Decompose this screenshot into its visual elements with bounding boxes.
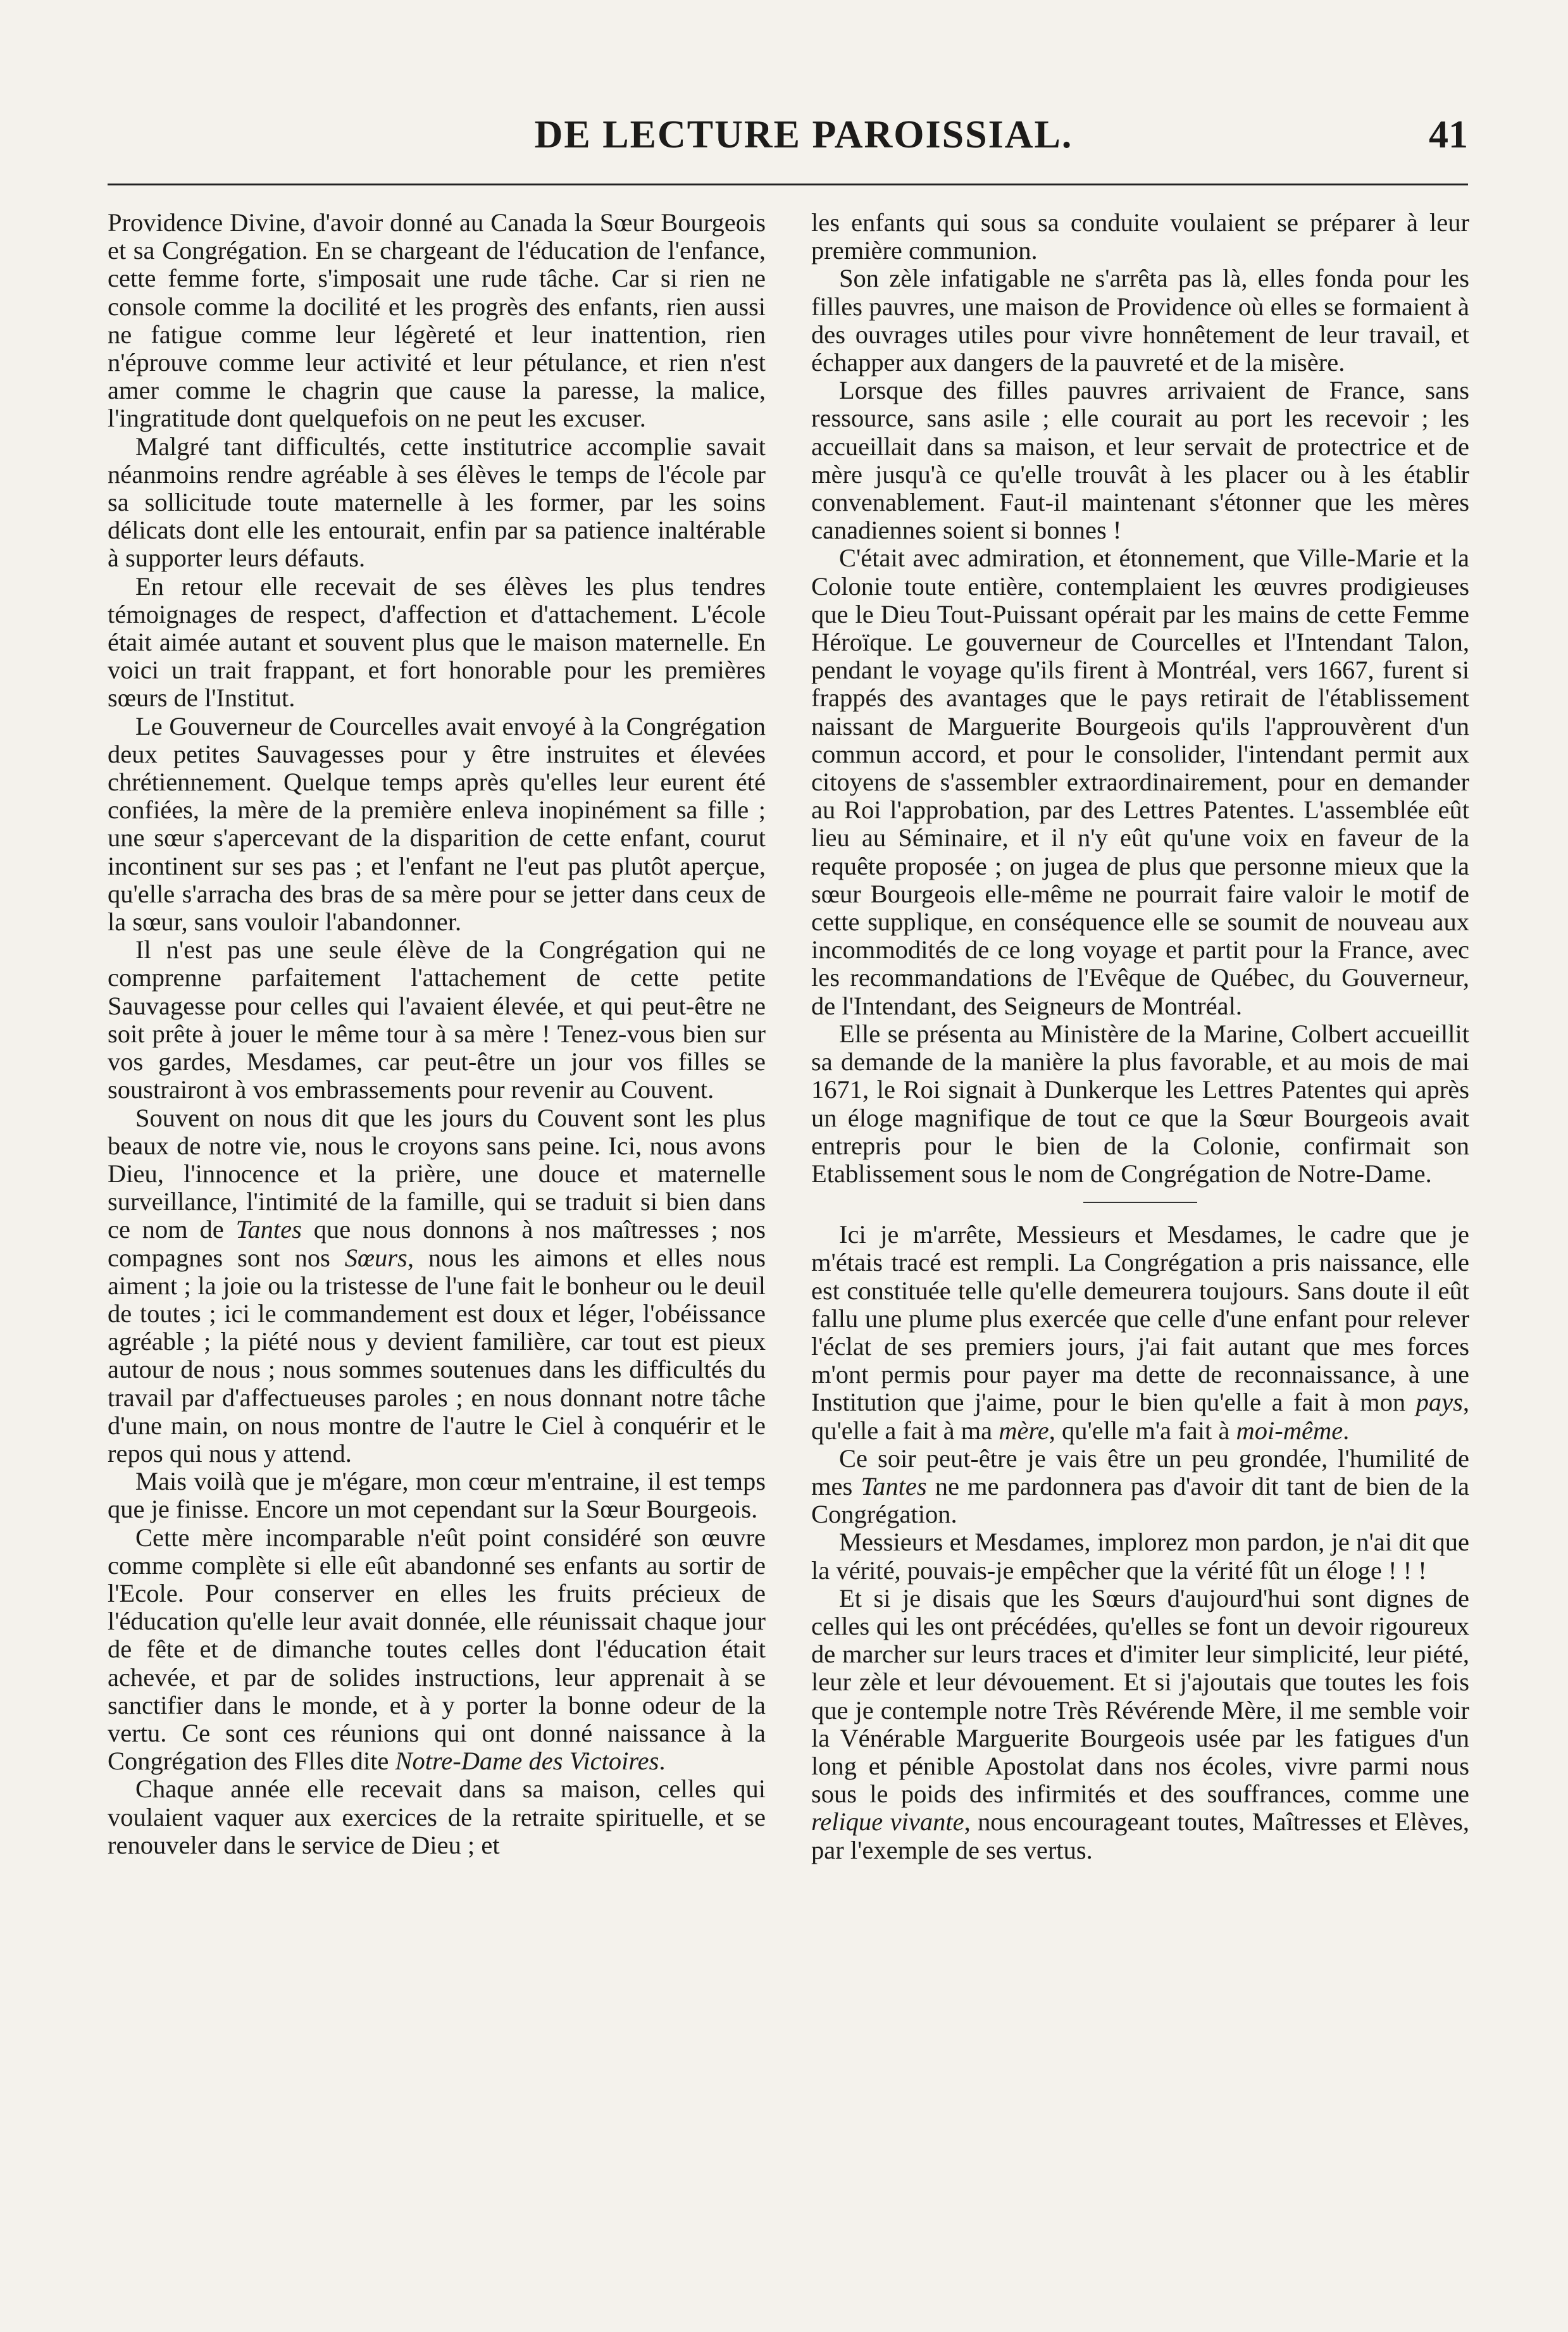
italic-text: moi-même	[1236, 1416, 1343, 1445]
paragraph: Il n'est pas une seule élève de la Congrégation qui ne comprenne parfaitement l'attachement de cette petite Sauvagesse pour celles qui l'avaient élevée, et qui peut-être ne soit prête à jouer le même tour à sa mère ! Tenez-vous bien sur vos gardes, Mesdames, car peut-être un jour vos filles se soustrairont à vos embrassements pour revenir au Couvent.	[108, 935, 766, 1104]
text-run: , nous les aimons et elles nous aiment ; la joie ou la tristesse de l'une fait le bonheur ou le deuil de toutes ; ici le commandement est doux et léger, l'obéissance agréable ; la piété nous y devient familière, car tout est pieux autour de nous ; nous sommes soutenues dans les difficultés du travail par d'affectueuses paroles ; en nous donnant notre tâche d'une main, on nous montre de l'autre le Ciel à conquérir et le repos qui nous y attend.	[108, 1243, 766, 1468]
text-run: Et si je disais que les Sœurs d'aujourd'hui sont dignes de celles qui les ont précédées, qu'elles se font un devoir rigoureux de marcher sur leurs traces et d'imiter leur simplicité, leur piété, leur zèle et leur dévouement. Et si j'ajoutais que toutes les fois que je contemple notre Très Révérende Mère, il me semble voir la Vénérable Marguerite Bourgeois usée par les fatigues d'un long et pénible Apostolat dans nos écoles, vivre parmi nous sous le poids des infirmités et des souffrances, comme une	[811, 1583, 1469, 1809]
italic-text: relique vivante	[811, 1807, 964, 1836]
italic-text: Tantes	[861, 1471, 927, 1500]
italic-text: Notre-Dame des Victoires	[395, 1747, 659, 1776]
left-column	[108, 209, 766, 2272]
text-run: ne me pardonnera pas d'avoir dit tant de bien de la Congrégation.	[811, 1471, 1469, 1529]
paragraph	[108, 1524, 766, 1776]
paragraph: Mais voilà que je m'égare, mon cœur m'entraine, il est temps que je finisse. Encore un mot cependant sur la Sœur Bourgeois.	[108, 1467, 766, 1524]
paragraph: En retour elle recevait de ses élèves les plus tendres témoignages de respect, d'affection et d'attachement. L'école était aimée autant et souvent plus que le maison maternelle. En voici un trait frappant, et fort honorable pour les premières sœurs de l'Institut.	[108, 571, 766, 713]
italic-text: mère	[999, 1416, 1049, 1445]
text-run: Souvent on nous dit que les jours du Couvent sont les plus beaux de notre vie, nous le croyons sans peine. Ici, nous avons Dieu, l'innocence et la prière, une douce et maternelle surveillance, l'intimité de la famille, qui se traduit si bien dans ce nom de	[108, 1103, 766, 1244]
paragraph: Malgré tant difficultés, cette institutrice accomplie savait néanmoins rendre agréable à ses élèves le temps de l'école par sa sollicitude toute maternelle à les former, par les soins délicats dont elle les entourait, enfin par sa patience inaltérable à supporter leurs défauts.	[108, 432, 766, 573]
section-divider	[1083, 1202, 1197, 1203]
text-run: , qu'elle m'a fait à	[1048, 1416, 1236, 1445]
paragraph: Elle se présenta au Ministère de la Marine, Colbert accueillit sa demande de la manière la plus favorable, et au mois de mai 1671, le Roi signait à Dunkerque les Lettres Patentes qui après un éloge magnifique de tout ce que la Sœur Bourgeois avait entrepris pour le bien de la Colonie, confirmait son Etablissement sous le nom de Congrégation de Notre-Dame.	[811, 1019, 1469, 1188]
italic-text: Tantes	[235, 1215, 302, 1244]
paragraph: Le Gouverneur de Courcelles avait envoyé à la Congrégation deux petites Sauvagesses pour y être instruites et élevées chrétiennement. Quelque temps après qu'elles leur eurent été confiées, la mère de la première enleva inopinément sa fille ; une sœur s'apercevant de la disparition de cette enfant, courut incontinent sur ses pas ; et l'enfant ne l'eut pas plutôt aperçue, qu'elle s'arracha des bras de sa mère pour se jetter dans ceux de la sœur, sans vouloir l'abandonner.	[108, 711, 766, 937]
paragraph: les enfants qui sous sa conduite voulaient se préparer à leur première communion.	[811, 209, 1469, 265]
paragraph: Providence Divine, d'avoir donné au Canada la Sœur Bourgeois et sa Congrégation. En se chargeant de l'éducation de l'enfance, cette femme forte, s'imposait une rude tâche. Car si rien ne console comme la docilité et les progrès des enfants, rien aussi ne fatigue comme leur légèreté et leur inattention, rien n'éprouve comme leur activité et leur pétulance, et rien n'est amer comme le chagrin que cause la paresse, la malice, l'ingratitude dont quelquefois on ne peut les excuser.	[108, 209, 766, 433]
paragraph: Messieurs et Mesdames, implorez mon pardon, je n'ai dit que la vérité, pouvais-je empêcher que la vérité fût un éloge ! ! !	[811, 1528, 1469, 1585]
text-run: , qu'elle a fait à ma	[811, 1388, 1469, 1445]
text-run: Ce soir peut-être je vais être un peu grondée, l'humilité de mes	[811, 1443, 1469, 1500]
paragraph: C'était avec admiration, et étonnement, que Ville-Marie et la Colonie toute entière, contemplaient les œuvres prodigieuses que le Dieu Tout-Puissant opérait par les mains de cette Femme Héroïque. Le gouverneur de Courcelles et l'Intendant Talon, pendant le voyage qu'ils firent à Montréal, vers 1667, furent si frappés des avantages que le pays retirait de l'établissement naissant de Marguerite Bourgeois qu'ils l'approuvèrent d'un commun accord, et pour le consolider, l'intendant permit aux citoyens de s'assembler extraordinairement, pour en demander au Roi l'approbation, par des Lettres Patentes. L'assemblée eût lieu au Séminaire, et il n'y eût qu'une voix en faveur de la requête proposée ; on jugea de plus que personne mieux que la sœur Bourgeois elle-même ne pourrait faire valoir le motif de cette supplique, en conséquence elle se soumit de nouveau aux incommodités de ce long voyage et partit pour la France, avec les recommandations de l'Evêque de Québec, du Gouverneur, de l'Intendant, des Seigneurs de Montréal.	[811, 544, 1469, 1020]
text-run: que nous donnons à nos maîtresses ; nos compagnes sont nos	[108, 1215, 766, 1272]
italic-text: Sœurs	[344, 1243, 408, 1272]
text-run: Cette mère incomparable n'eût point considéré son œuvre comme complète si elle eût abandonné ses enfants au sortir de l'Ecole. Pour conserver en elles les fruits précieux de l'éducation qu'elle leur avait donnée, elle réunissait chaque jour de fête et de dimanche toutes celles dont l'éducation était achevée, et par de solides instructions, leur apprenait à se sanctifier dans le monde, et à y porter la bonne odeur de la vertu. Ce sont ces réunions qui ont donné naissance à la Congrégation des Flles dite	[108, 1523, 766, 1776]
paragraph: Chaque année elle recevait dans sa maison, celles qui voulaient vaquer aux exercices de la retraite spirituelle, et se renouveler dans le service de Dieu ; et	[108, 1774, 766, 1859]
paragraph	[811, 1221, 1469, 1445]
paragraph: Lorsque des filles pauvres arrivaient de France, sans ressource, sans asile ; elle courait au port les recevoir ; les accueillait dans sa maison, et leur servait de protectrice et de mère jusqu'à ce qu'elle trouvât à les placer ou à les établir convenablement. Faut-il maintenant s'étonner que les mères canadiennes soient si bonnes !	[811, 376, 1469, 545]
running-head	[108, 113, 1468, 163]
paragraph	[811, 1445, 1469, 1529]
paragraph: Son zèle infatigable ne s'arrêta pas là, elles fonda pour les filles pauvres, une maison de Providence où elles se formaient à des ouvrages utiles pour vivre honnêtement de leur travail, et échapper aux dangers de la pauvreté et de la misère.	[811, 264, 1469, 377]
paragraph	[108, 1104, 766, 1468]
italic-text: pays	[1416, 1388, 1463, 1417]
right-column	[811, 209, 1469, 2272]
running-title: DE LECTURE PAROISSIAL.	[534, 113, 1073, 156]
paragraph	[811, 1585, 1469, 1864]
text-run: Ici je m'arrête, Messieurs et Mesdames, le cadre que je m'étais tracé est rempli. La Congrégation a pris naissance, elle est constituée telle qu'elle demeurera toujours. Sans doute il eût fallu une plume plus exercée que celle d'une enfant pour relever l'éclat de ses premiers jours, j'ai fait autant que mes forces m'ont permis pour payer ma dette de reconnaissance, à une Institution que j'aime, pour le bien qu'elle a fait à mon	[811, 1220, 1469, 1417]
text-run: .	[1343, 1416, 1350, 1445]
page-number: 41	[1429, 113, 1468, 156]
header-rule	[108, 184, 1468, 185]
text-run: .	[659, 1747, 666, 1776]
text-run: , nous encourageant toutes, Maîtresses et Elèves, par l'exemple de ses vertus.	[811, 1807, 1469, 1864]
